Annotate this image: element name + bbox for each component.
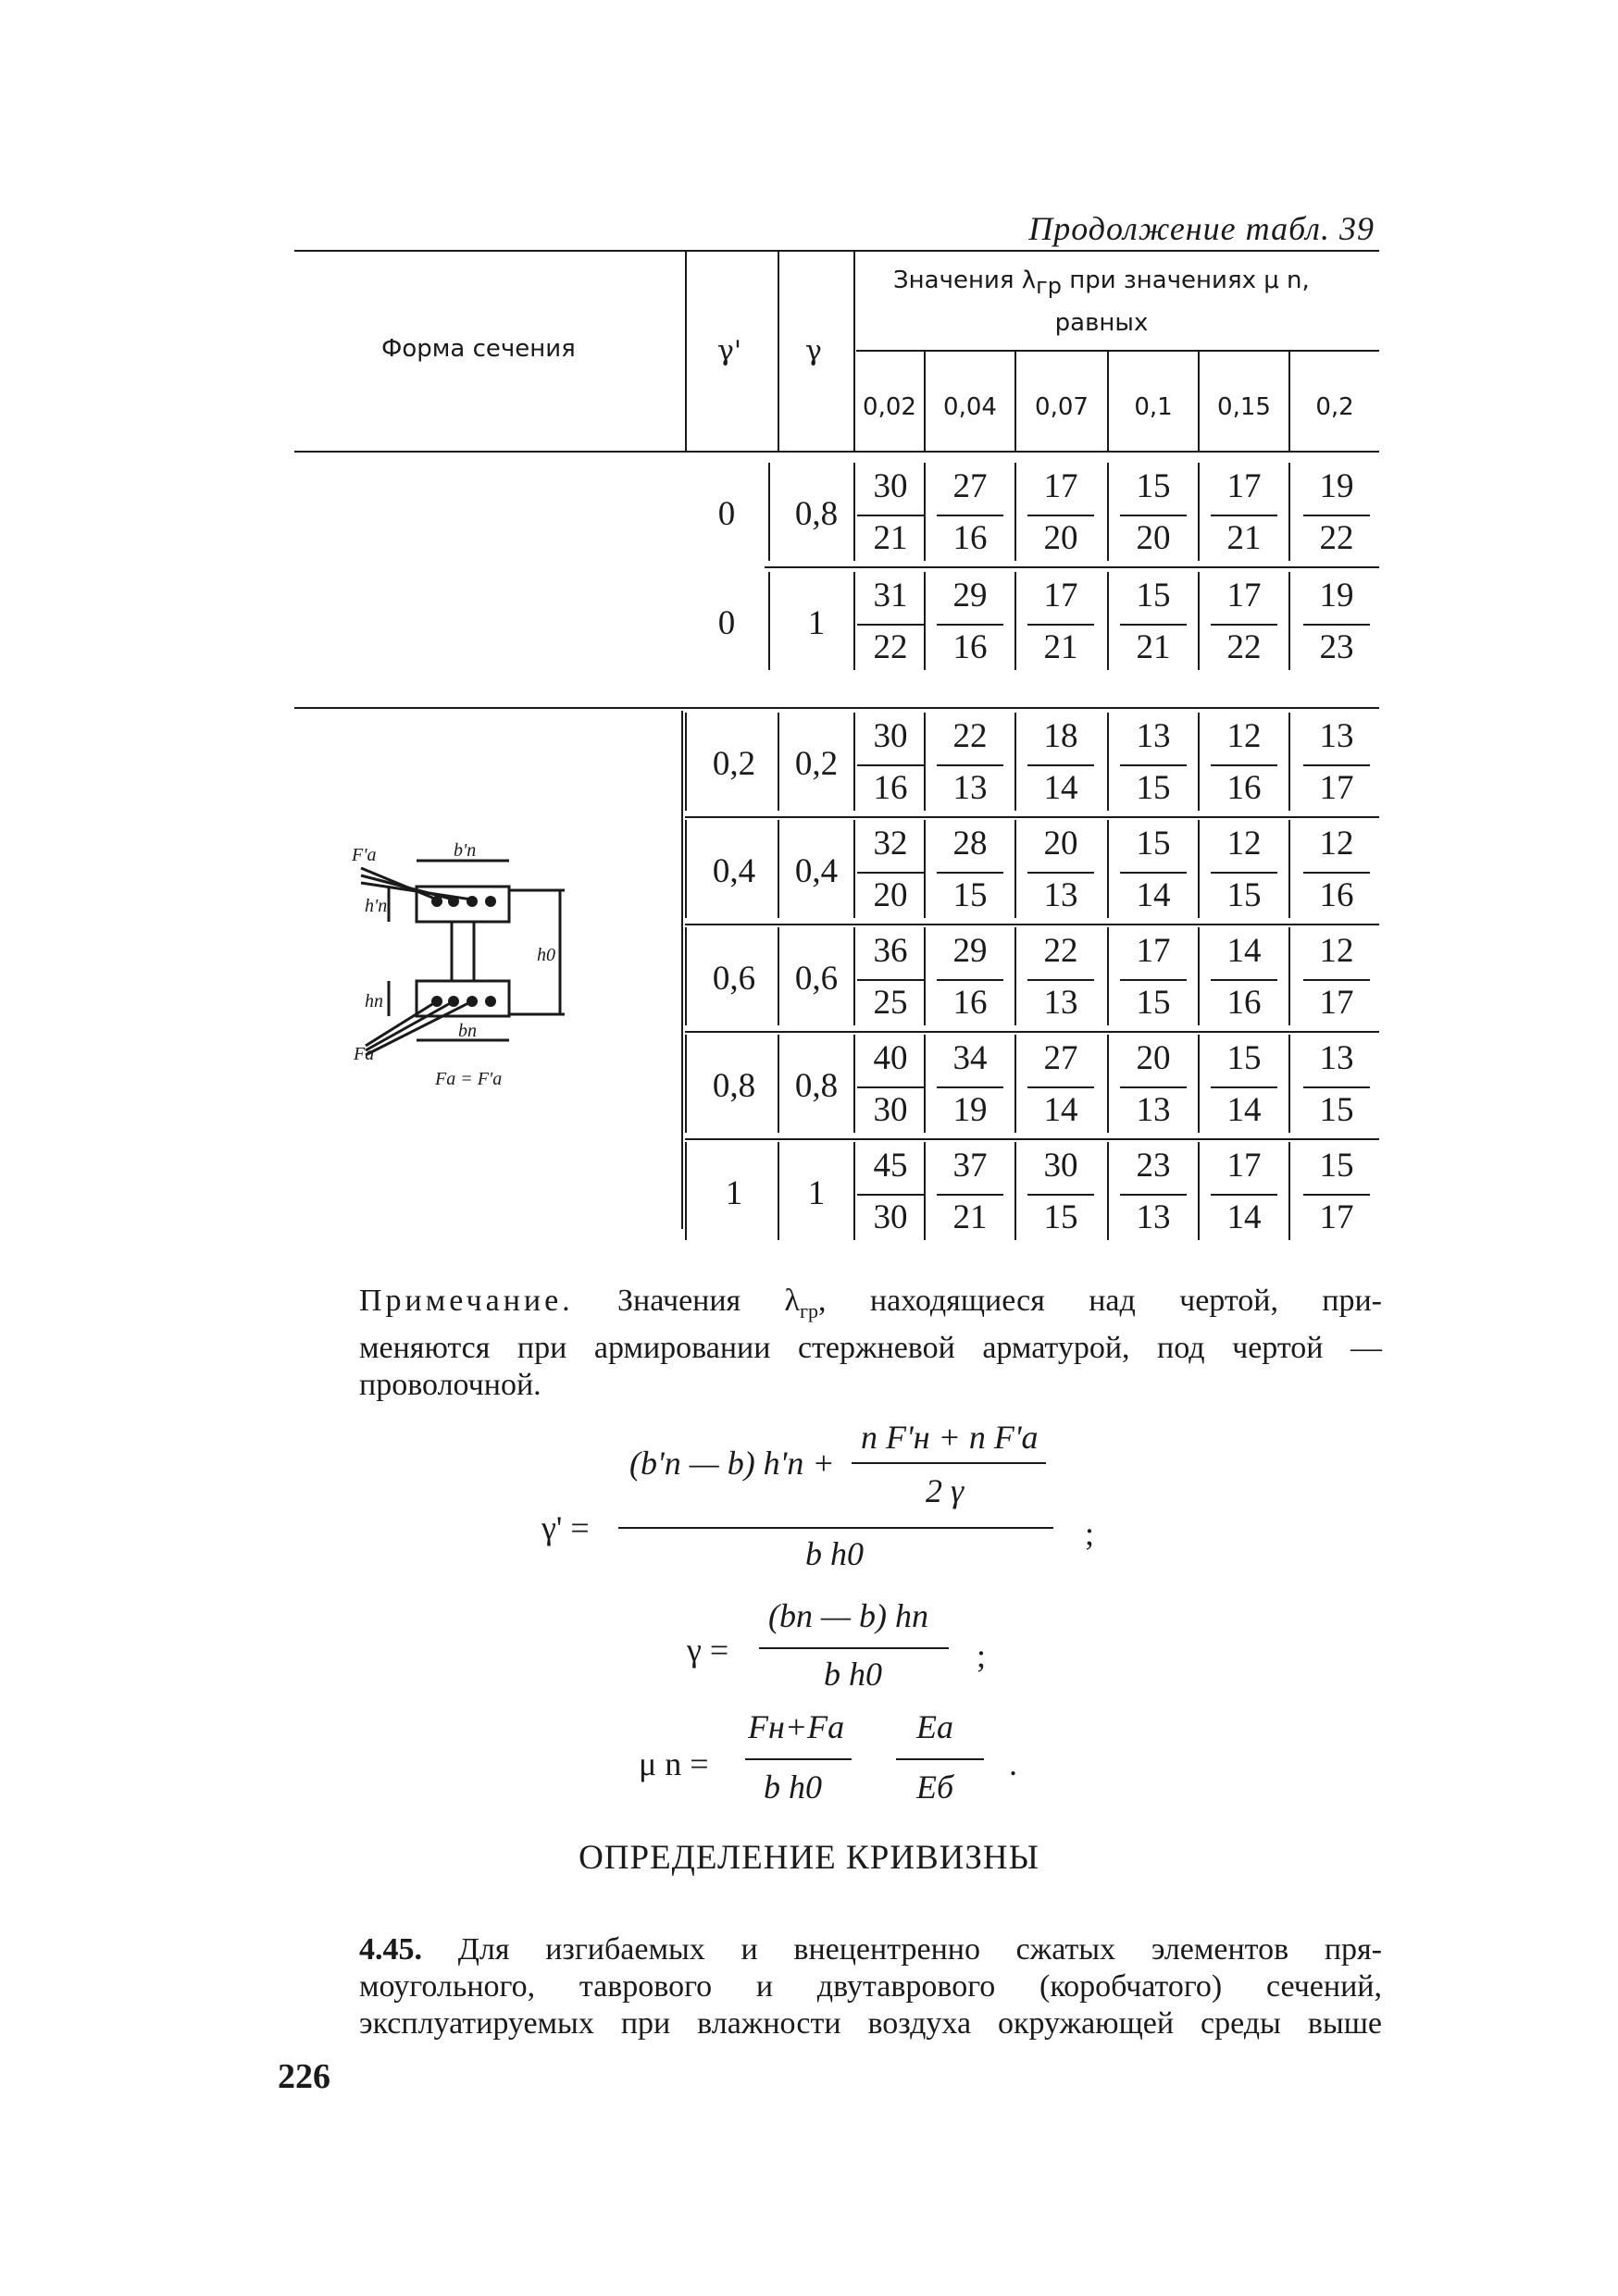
rebar-dot [467,996,478,1007]
value-above-line: 34 [952,1039,988,1077]
value-above-line: 31 [873,577,908,614]
value-below-line: 14 [1043,1091,1078,1129]
value-below-line: 19 [952,1091,988,1129]
fraction-line [1303,515,1370,516]
value-below-line: 13 [1136,1198,1171,1236]
cell-divider [1198,820,1200,918]
gamma-prime-cell: 1 [725,1174,743,1212]
fraction-line [937,1194,1003,1196]
value-below-line: 15 [1043,1198,1078,1236]
cell-divider [1107,927,1109,1025]
fraction-line [1120,624,1187,626]
label-h0: h0 [537,945,555,965]
fraction-line [1303,872,1370,874]
value-below-line: 16 [952,519,988,557]
fraction-line [857,1086,924,1088]
cell-divider [1288,820,1290,918]
value-above-line: 17 [1226,577,1262,614]
value-below-line: 13 [1043,876,1078,914]
fraction-line [1120,1194,1187,1196]
value-below-line: 16 [873,769,908,807]
label-fa: Fa [354,1044,375,1064]
gamma-prime-cell: 0,6 [712,960,756,998]
header-values-title-2: равных [1054,309,1149,337]
cell-divider [1014,572,1016,670]
cell-divider [1198,463,1200,561]
note-line-2: меняются при армировании стержневой арматурой, под чертой — [359,1330,1382,1365]
value-above-line: 20 [1136,1039,1171,1077]
group-left-rule [681,711,683,1229]
value-above-line: 30 [1043,1147,1078,1185]
fraction-line [937,624,1003,626]
header-mu-n-value: 0,07 [1035,393,1089,421]
header-split-rule [856,350,1379,352]
value-above-line: 32 [873,825,908,863]
value-below-line: 16 [952,984,988,1022]
gamma-cell: 0,8 [794,495,839,533]
value-above-line: 13 [1319,1039,1354,1077]
label-bn-prime: b'n [454,842,477,861]
cell-divider [1107,463,1109,561]
fraction-line [1027,979,1094,981]
fraction-line [1211,979,1277,981]
value-below-line: 15 [1319,1091,1354,1129]
cell-divider [1288,927,1290,1025]
fraction-line [857,764,924,766]
value-below-line: 22 [1319,519,1354,557]
value-above-line: 19 [1319,467,1354,505]
value-below-line: 23 [1319,628,1354,666]
cell-divider [1288,572,1290,670]
row-rule [765,566,1379,568]
i-beam-figure [352,842,583,1092]
row-rule [685,1138,1379,1140]
paragraph-line-3: эксплуатируемых при влажности воздуха окружающей среды выше [359,2006,1382,2041]
fraction-line [1211,1086,1277,1088]
value-below-line: 30 [873,1198,908,1236]
value-above-line: 29 [952,932,988,970]
value-above-line: 36 [873,932,908,970]
cell-divider [1288,1142,1290,1240]
value-below-line: 14 [1043,769,1078,807]
fraction-line [1211,872,1277,874]
cell-divider [1288,463,1290,561]
rebar-dot [485,896,496,907]
value-below-line: 15 [1226,876,1262,914]
cell-divider [1198,713,1200,811]
value-above-line: 15 [1319,1147,1354,1185]
gamma-cell: 0,8 [794,1067,839,1105]
cell-divider [1014,820,1016,918]
value-above-line: 17 [1043,577,1078,614]
value-above-line: 12 [1226,717,1262,755]
value-above-line: 30 [873,467,908,505]
header-gamma-prime: γ' [717,335,742,367]
fraction-line [1211,624,1277,626]
gamma-cell: 0,4 [794,852,839,890]
value-below-line: 13 [952,769,988,807]
fraction-line [1120,872,1187,874]
value-below-line: 17 [1319,984,1354,1022]
header-mu-n-value: 0,2 [1315,393,1354,421]
fraction-line [1211,515,1277,516]
header-vline [778,250,779,451]
value-above-line: 15 [1136,825,1171,863]
group-separator [296,707,685,709]
value-above-line: 17 [1226,467,1262,505]
value-above-line: 20 [1043,825,1078,863]
header-bottom-rule [294,451,1379,453]
cell-divider [685,820,687,918]
value-above-line: 30 [873,717,908,755]
header-vline [685,250,687,451]
value-above-line: 27 [952,467,988,505]
header-values-title: Значения $\lambda_{гр}$ при значениях μ n, [893,267,1310,300]
header-gamma: γ [805,335,822,367]
value-below-line: 16 [1319,876,1354,914]
fraction-line [857,979,924,981]
fraction-line [1211,1194,1277,1196]
rebar-dot [448,996,459,1007]
value-below-line: 14 [1226,1198,1262,1236]
table-top-rule [294,250,1379,252]
label-bn: bn [458,1021,477,1041]
header-mu-n-value: 0,15 [1217,393,1271,421]
fraction-line [1303,764,1370,766]
header-shape: Форма сечения [381,335,576,363]
value-above-line: 45 [873,1147,908,1185]
label-hn-prime: h'n [365,896,388,916]
gamma-prime-cell: 0 [717,495,736,533]
cell-divider [1107,820,1109,918]
header-mu-n-value: 0,02 [863,393,916,421]
value-above-line: 13 [1136,717,1171,755]
fraction-line [857,1194,924,1196]
gamma-prime-cell: 0,8 [712,1067,756,1105]
fraction-line [857,515,924,516]
cell-divider [1107,1142,1109,1240]
section-heading: ОПРЕДЕЛЕНИЕ КРИВИЗНЫ [579,1839,1039,1877]
cell-divider [685,1035,687,1133]
header-mu-n-value: 0,04 [943,393,997,421]
table-caption: Продолжение табл. 39 [1028,210,1375,247]
fraction-line [857,624,924,626]
value-above-line: 40 [873,1039,908,1077]
cell-divider [1198,572,1200,670]
value-below-line: 14 [1136,876,1171,914]
fraction-line [1303,1194,1370,1196]
paragraph-number: 4.45. [359,1932,422,1967]
value-above-line: 17 [1226,1147,1262,1185]
paragraph-line-2: моугольного, таврового и двутаврового (коробчатого) сечений, [359,1969,1382,2004]
fraction-line [1027,515,1094,516]
cell-divider [685,927,687,1025]
label-hn: hn [365,991,383,1011]
value-above-line: 37 [952,1147,988,1185]
value-below-line: 17 [1319,1198,1354,1236]
value-above-line: 15 [1136,577,1171,614]
cell-divider [1014,713,1016,811]
cell-divider [1014,463,1016,561]
cell-divider [1107,1035,1109,1133]
value-below-line: 21 [1226,519,1262,557]
value-below-line: 15 [1136,984,1171,1022]
fraction-line [1120,764,1187,766]
note-label: Примечание. [359,1284,574,1318]
value-above-line: 19 [1319,577,1354,614]
fraction-line [1303,1086,1370,1088]
fraction-line [857,872,924,874]
cell-divider [1198,1035,1200,1133]
value-below-line: 13 [1043,984,1078,1022]
value-below-line: 20 [873,876,908,914]
value-above-line: 14 [1226,932,1262,970]
fraction-line [1120,979,1187,981]
value-below-line: 21 [952,1198,988,1236]
header-mu-n-value: 0,1 [1134,393,1173,421]
cell-divider [1014,927,1016,1025]
fraction-line [1027,872,1094,874]
fraction-line [1120,1086,1187,1088]
gamma-cell: 0,6 [794,960,839,998]
row-rule [685,816,1379,818]
label-fa-prime: F'a [352,845,377,865]
value-below-line: 21 [1136,628,1171,666]
value-below-line: 15 [1136,769,1171,807]
fraction-line [1027,624,1094,626]
gamma-cell: 1 [807,1174,826,1212]
value-above-line: 15 [1226,1039,1262,1077]
table-note: Примечание. Значения $\lambda_{гр}$, находящиеся над чертой, при- меняются при армировании стержневой арматурой, под чертой — проволочной. [359,1284,1382,1402]
paragraph-445: 4.45. Для изгибаемых и внецентренно сжатых элементов пря- моугольного, таврового и двутаврового (коробчатого) сечений, эксплуатируемых при влажности воздуха окружающей среды выше [359,1932,1382,2041]
rebar-dot [485,996,496,1007]
value-below-line: 14 [1226,1091,1262,1129]
value-above-line: 15 [1136,467,1171,505]
value-above-line: 28 [952,825,988,863]
rebar-dot [431,996,442,1007]
cell-divider [1288,1035,1290,1133]
value-below-line: 21 [1043,628,1078,666]
value-below-line: 22 [1226,628,1262,666]
cell-divider [768,572,770,670]
value-below-line: 30 [873,1091,908,1129]
value-above-line: 12 [1319,932,1354,970]
value-below-line: 16 [1226,984,1262,1022]
cell-divider [1107,572,1109,670]
gamma-prime-cell: 0,2 [712,745,756,783]
fraction-line [1303,979,1370,981]
fraction-line [937,515,1003,516]
value-above-line: 22 [1043,932,1078,970]
gamma-cell: 0,2 [794,745,839,783]
value-below-line: 15 [952,876,988,914]
value-below-line: 21 [873,519,908,557]
label-equality: Fa = F'a [435,1069,503,1089]
web [452,922,474,981]
value-above-line: 17 [1136,932,1171,970]
row-rule [685,1031,1379,1033]
value-below-line: 20 [1043,519,1078,557]
note-line-3: проволочной. [359,1367,541,1402]
fraction-line [937,872,1003,874]
value-above-line: 17 [1043,467,1078,505]
value-above-line: 12 [1226,825,1262,863]
cell-divider [768,463,770,561]
cell-divider [685,713,687,811]
fraction-line [937,1086,1003,1088]
fraction-line [1303,624,1370,626]
gamma-prime-cell: 0,4 [712,852,756,890]
value-above-line: 13 [1319,717,1354,755]
fraction-line [1027,1086,1094,1088]
rebar-dot [448,896,459,907]
gamma-prime-cell: 0 [717,604,736,642]
value-below-line: 22 [873,628,908,666]
cell-divider [1014,1142,1016,1240]
row-rule [685,924,1379,925]
fraction-line [1027,764,1094,766]
cell-divider [685,1142,687,1240]
fraction-line [1120,515,1187,516]
value-below-line: 13 [1136,1091,1171,1129]
cell-divider [1198,927,1200,1025]
fraction-line [937,979,1003,981]
fraction-line [1211,764,1277,766]
value-above-line: 22 [952,717,988,755]
value-above-line: 29 [952,577,988,614]
value-below-line: 20 [1136,519,1171,557]
value-below-line: 16 [952,628,988,666]
fraction-line [1027,1194,1094,1196]
rebar-dot [431,896,442,907]
value-above-line: 12 [1319,825,1354,863]
value-above-line: 27 [1043,1039,1078,1077]
gamma-cell: 1 [807,604,826,642]
value-below-line: 17 [1319,769,1354,807]
cell-divider [1014,1035,1016,1133]
value-above-line: 23 [1136,1147,1171,1185]
cell-divider [1107,713,1109,811]
value-above-line: 18 [1043,717,1078,755]
cell-divider [1288,713,1290,811]
page-number: 226 [278,2057,330,2096]
value-below-line: 25 [873,984,908,1022]
cell-divider [1198,1142,1200,1240]
rebar-dot [467,896,478,907]
fraction-line [937,764,1003,766]
value-below-line: 16 [1226,769,1262,807]
